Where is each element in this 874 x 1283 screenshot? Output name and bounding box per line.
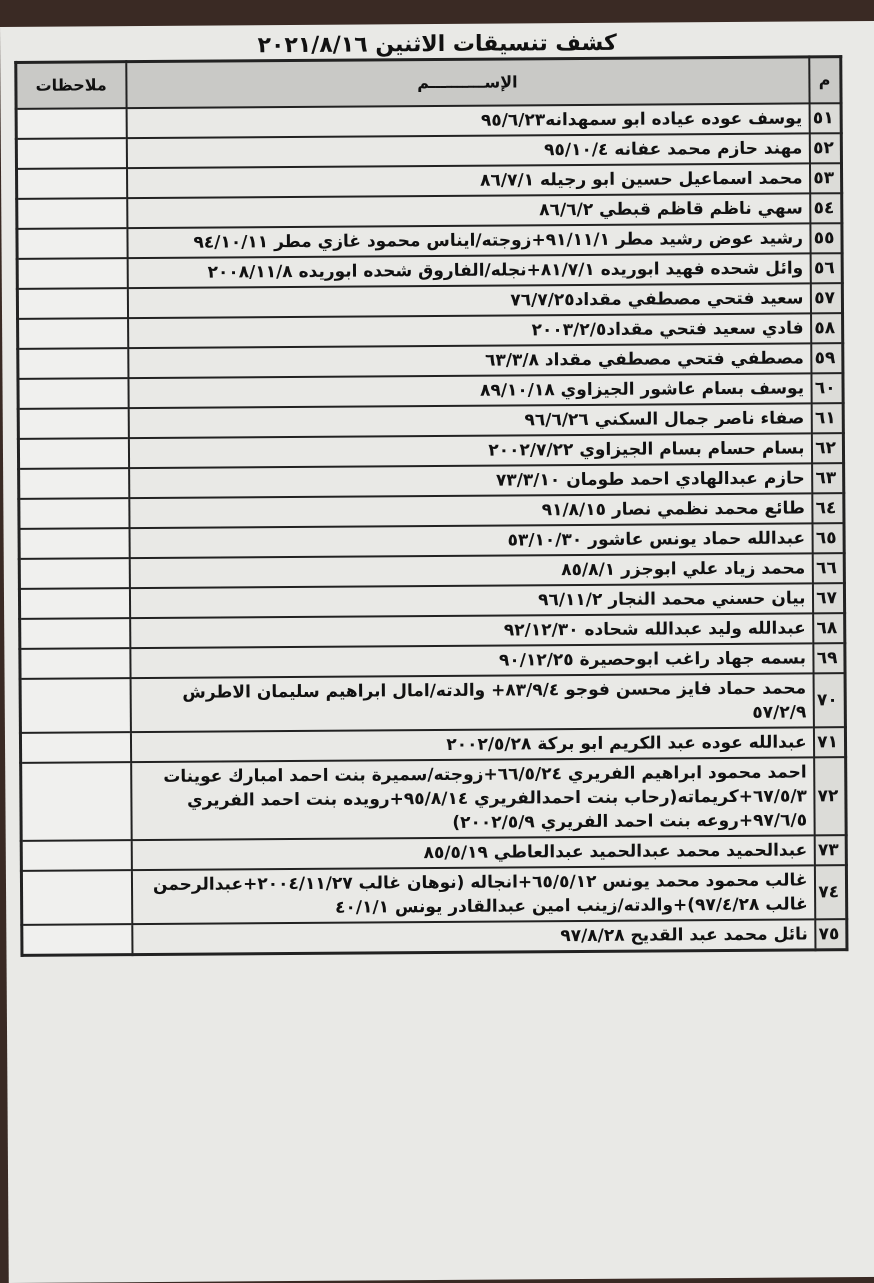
row-note bbox=[16, 108, 126, 139]
row-number: ٦٦ bbox=[812, 553, 844, 583]
row-number: ٧٣ bbox=[814, 835, 846, 865]
row-number: ٧٠ bbox=[813, 673, 845, 727]
row-note bbox=[17, 168, 127, 199]
row-number: ٦٧ bbox=[812, 583, 844, 613]
row-number: ٥٤ bbox=[810, 193, 842, 223]
row-number: ٥٣ bbox=[809, 163, 841, 193]
row-note bbox=[17, 258, 127, 289]
table-row bbox=[20, 673, 845, 733]
header-number: م bbox=[809, 57, 841, 104]
row-name: حازم عبدالهادي احمد طومان ٧٣/٣/١٠ bbox=[129, 463, 812, 498]
row-number: ٧٥ bbox=[815, 919, 847, 950]
row-number: ٥٥ bbox=[810, 223, 842, 253]
row-note bbox=[19, 588, 129, 619]
document-page bbox=[0, 21, 874, 1283]
row-note bbox=[20, 732, 130, 763]
row-name: يوسف عوده عياده ابو سمهدانه٩٥/٦/٢٣ bbox=[126, 103, 809, 138]
row-name: سهي ناظم قاظم قبطي ٨٦/٦/٢ bbox=[127, 193, 810, 228]
row-note bbox=[16, 138, 126, 169]
row-number: ٧٤ bbox=[814, 865, 846, 919]
row-note bbox=[19, 468, 129, 499]
row-number: ٦٨ bbox=[813, 613, 845, 643]
table-row bbox=[22, 919, 847, 955]
row-name: طائع محمد نظمي نصار ٩١/٨/١٥ bbox=[129, 493, 812, 528]
row-note bbox=[18, 348, 128, 379]
row-name: نائل محمد عبد القديح ٩٧/٨/٢٨ bbox=[132, 919, 815, 954]
row-note bbox=[18, 438, 128, 469]
row-number: ٦٩ bbox=[813, 643, 845, 673]
row-number: ٥١ bbox=[809, 103, 841, 133]
row-note bbox=[20, 648, 130, 679]
table-header-row bbox=[16, 57, 841, 109]
row-name: محمد اسماعيل حسين ابو رجيله ٨٦/٧/١ bbox=[126, 163, 809, 198]
row-name: غالب محمود محمد يونس ٦٥/٥/١٢+انجاله (نوهان غالب ٢٠٠٤/١١/٢٧+عبدالرحمن غالب ٩٧/٤/٢٨)+والدته/زينب امين عبدالقادر يونس ٤٠/١/١ bbox=[131, 865, 814, 924]
row-name: عبدالله عوده عبد الكريم ابو بركة ٢٠٠٢/٥/٢٨ bbox=[130, 727, 813, 762]
row-note bbox=[17, 288, 127, 319]
row-number: ٥٦ bbox=[810, 253, 842, 283]
row-name: محمد حماد فايز محسن فوجو ٨٣/٩/٤+ والدته/امال ابراهيم سليمان الاطرش ٥٧/٢/٩ bbox=[130, 673, 813, 732]
row-note bbox=[18, 408, 128, 439]
row-number: ٦٠ bbox=[811, 373, 843, 403]
row-name: مهند حازم محمد عفانه ٩٥/١٠/٤ bbox=[126, 133, 809, 168]
row-note bbox=[18, 318, 128, 349]
row-name: احمد محمود ابراهيم الفريري ٦٦/٥/٢٤+زوجته/سميرة بنت احمد امبارك عوينات ٦٧/٥/٣+كريماته(رحاب بنت احمدالفريري ٩٥/٨/١٤+رويده بنت احمد الفريري ٩٧/٦/٥+روعه بنت احمد الفريري ٢٠٠٢/٥/٩) bbox=[131, 757, 815, 840]
row-note bbox=[21, 870, 131, 925]
row-name: وائل شحده فهيد ابوريده ٨١/٧/١+نجله/الفاروق شحده ابوريده ٢٠٠٨/١١/٨ bbox=[127, 253, 810, 288]
row-note bbox=[19, 498, 129, 529]
header-notes: ملاحظات bbox=[16, 62, 126, 109]
row-note bbox=[17, 198, 127, 229]
row-name: سعيد فتحي مصطفي مقداد٧٦/٧/٢٥ bbox=[127, 283, 810, 318]
row-note bbox=[19, 528, 129, 559]
row-note bbox=[17, 228, 127, 259]
row-note bbox=[20, 618, 130, 649]
row-number: ٥٢ bbox=[809, 133, 841, 163]
row-note bbox=[22, 924, 132, 955]
row-name: يوسف بسام عاشور الجيزاوي ٨٩/١٠/١٨ bbox=[128, 373, 811, 408]
row-name: فادي سعيد فتحي مقداد٢٠٠٣/٢/٥ bbox=[128, 313, 811, 348]
row-number: ٥٧ bbox=[810, 283, 842, 313]
row-note bbox=[21, 762, 132, 841]
row-number: ٦٣ bbox=[812, 463, 844, 493]
row-name: رشيد عوض رشيد مطر ٩١/١١/١+زوجته/ايناس محمود غازي مطر ٩٤/١٠/١١ bbox=[127, 223, 810, 258]
row-number: ٦٢ bbox=[811, 433, 843, 463]
table-row bbox=[21, 757, 847, 841]
row-number: ٧١ bbox=[813, 727, 845, 757]
row-name: بسام حسام بسام الجيزاوي ٢٠٠٢/٧/٢٢ bbox=[128, 433, 811, 468]
row-number: ٥٨ bbox=[811, 313, 843, 343]
row-number: ٦٥ bbox=[812, 523, 844, 553]
row-number: ٧٢ bbox=[814, 757, 847, 835]
row-name: عبدالله وليد عبدالله شحاده ٩٢/١٢/٣٠ bbox=[130, 613, 813, 648]
row-number: ٦٤ bbox=[812, 493, 844, 523]
row-name: عبدالله حماد يونس عاشور ٥٣/١٠/٣٠ bbox=[129, 523, 812, 558]
table-row bbox=[21, 865, 846, 925]
row-name: بسمه جهاد راغب ابوحصيرة ٩٠/١٢/٢٥ bbox=[130, 643, 813, 678]
header-name: الإســــــــــم bbox=[126, 57, 809, 108]
page-title: كشف تنسيقات الاثنين ٢٠٢١/٨/١٦ bbox=[257, 30, 617, 59]
row-name: صفاء ناصر جمال السكني ٩٦/٦/٢٦ bbox=[128, 403, 811, 438]
row-note bbox=[21, 840, 131, 871]
row-name: محمد زياد علي ابوجزر ٨٥/٨/١ bbox=[129, 553, 812, 588]
row-name: بيان حسني محمد النجار ٩٦/١١/٢ bbox=[129, 583, 812, 618]
row-note bbox=[18, 378, 128, 409]
row-name: مصطفي فتحي مصطفي مقداد ٦٣/٣/٨ bbox=[128, 343, 811, 378]
row-number: ٦١ bbox=[811, 403, 843, 433]
names-table bbox=[14, 55, 848, 957]
row-note bbox=[20, 678, 130, 733]
row-note bbox=[19, 558, 129, 589]
row-number: ٥٩ bbox=[811, 343, 843, 373]
row-name: عبدالحميد محمد عبدالحميد عبدالعاطي ٨٥/٥/١٩ bbox=[131, 835, 814, 870]
